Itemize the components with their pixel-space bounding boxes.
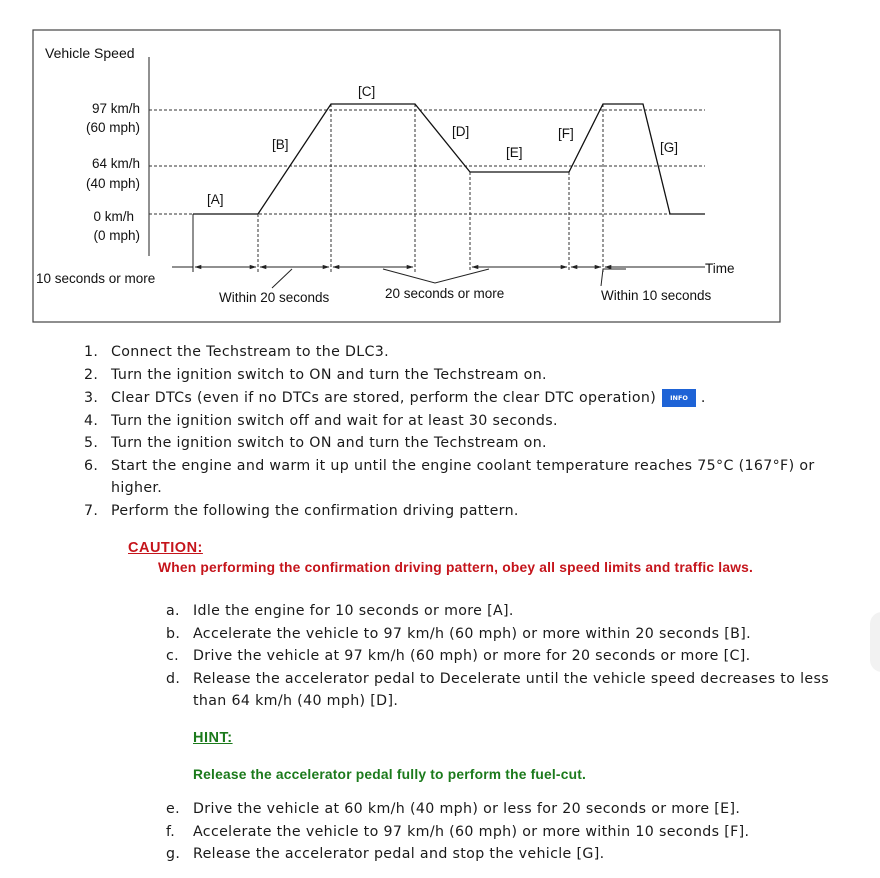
step-number: 6.: [84, 457, 99, 474]
speed-label-97-kmh: 97 km/h: [91, 101, 140, 116]
speed-label-64-kmh: 64 km/h: [91, 156, 140, 171]
step-text: Connect the Techstream to the DLC3.: [111, 344, 390, 360]
hint-text: Release the accelerator pedal fully to perform the fuel-cut.: [193, 767, 587, 782]
substep-text: Release the accelerator pedal to Decelerate until the vehicle speed decreases to less than 64 km/h (40 mph) [D].: [193, 670, 829, 709]
substep-text: Drive the vehicle at 60 km/h (40 mph) or less for 20 seconds or more [E].: [193, 801, 741, 817]
y-axis-title: Vehicle Speed: [45, 45, 135, 61]
duration-a-label: 10 seconds or more: [36, 271, 156, 286]
step-item: [84, 500, 831, 523]
step-number: 5.: [84, 435, 99, 451]
speed-label-64-mph: (40 mph): [85, 176, 140, 191]
caution-box: [128, 540, 828, 573]
substep-item: [166, 623, 833, 646]
step-number: 2.: [84, 366, 99, 383]
phase-label-g: [G]: [660, 140, 679, 155]
phase-label-c: [C]: [358, 84, 376, 99]
step-item: [84, 387, 831, 410]
step-item: [84, 455, 831, 500]
substep-letter: c.: [166, 648, 180, 664]
substep-item: [166, 843, 833, 866]
scroll-edge-tab[interactable]: [870, 612, 880, 672]
substep-item: [166, 668, 833, 713]
step-number: 7.: [84, 502, 99, 519]
speed-label-0-kmh: 0 km/h: [93, 209, 134, 224]
procedure-steps: [84, 341, 831, 522]
step-text: Turn the ignition switch to ON and turn the Techstream on.: [111, 366, 547, 383]
step-item: [84, 364, 831, 387]
substep-letter: f.: [166, 823, 176, 840]
step-item: [84, 432, 831, 455]
phase-label-b: [B]: [272, 137, 289, 152]
step-text: Start the engine and warm it up until the engine coolant temperature reaches 75°C (167°F) or higher.: [111, 457, 815, 496]
duration-b-label: Within 20 seconds: [219, 290, 330, 305]
substep-letter: d.: [166, 670, 181, 687]
step-number: 4.: [84, 412, 99, 429]
step-text: Clear DTCs (even if no DTCs are stored, perform the clear DTC operation): [111, 390, 657, 406]
caution-title: CAUTION:: [128, 540, 203, 556]
substep-item: [166, 798, 833, 821]
substep-letter: b.: [166, 625, 181, 642]
substep-text: Release the accelerator pedal and stop the vehicle [G].: [193, 846, 605, 862]
substep-text: Accelerate the vehicle to 97 km/h (60 mph) or more within 10 seconds [F].: [193, 823, 750, 840]
phase-label-a: [A]: [207, 192, 224, 207]
driving-substeps-2: [166, 798, 833, 866]
phase-label-e: [E]: [506, 145, 523, 160]
duration-f-label: Within 10 seconds: [601, 288, 712, 303]
phase-label-d: [D]: [452, 124, 470, 139]
substep-text: Idle the engine for 10 seconds or more [A].: [193, 603, 514, 619]
substep-item: [166, 645, 833, 668]
driving-substeps-1: [166, 600, 833, 713]
substep-text: Accelerate the vehicle to 97 km/h (60 mph) or more within 20 seconds [B].: [193, 625, 751, 642]
substep-letter: a.: [166, 603, 180, 619]
info-button[interactable]: INFO: [662, 389, 696, 407]
duration-c-label: 20 seconds or more: [385, 286, 505, 301]
step-number: 1.: [84, 344, 99, 360]
time-axis-label: Time: [705, 261, 735, 276]
substep-letter: e.: [166, 801, 180, 817]
step-text: Turn the ignition switch off and wait for at least 30 seconds.: [111, 412, 558, 429]
substep-item: [166, 821, 833, 844]
hint-title: HINT:: [193, 730, 233, 746]
step-text: Turn the ignition switch to ON and turn the Techstream on.: [111, 435, 547, 451]
caution-text: When performing the confirmation driving pattern, obey all speed limits and traffic laws.: [158, 560, 754, 575]
substep-text: Drive the vehicle at 97 km/h (60 mph) or more for 20 seconds or more [C].: [193, 648, 751, 664]
step-item: [84, 410, 831, 433]
speed-label-0-mph: (0 mph): [93, 228, 140, 243]
step-text: Perform the following the confirmation driving pattern.: [111, 502, 519, 519]
driving-pattern-diagram: [0, 0, 880, 330]
phase-label-f: [F]: [558, 126, 574, 141]
substep-item: [166, 600, 833, 623]
substep-letter: g.: [166, 846, 181, 862]
step-text-end: .: [700, 390, 706, 406]
step-item: [84, 341, 831, 364]
speed-label-97-mph: (60 mph): [85, 120, 140, 135]
step-number: 3.: [84, 390, 99, 406]
